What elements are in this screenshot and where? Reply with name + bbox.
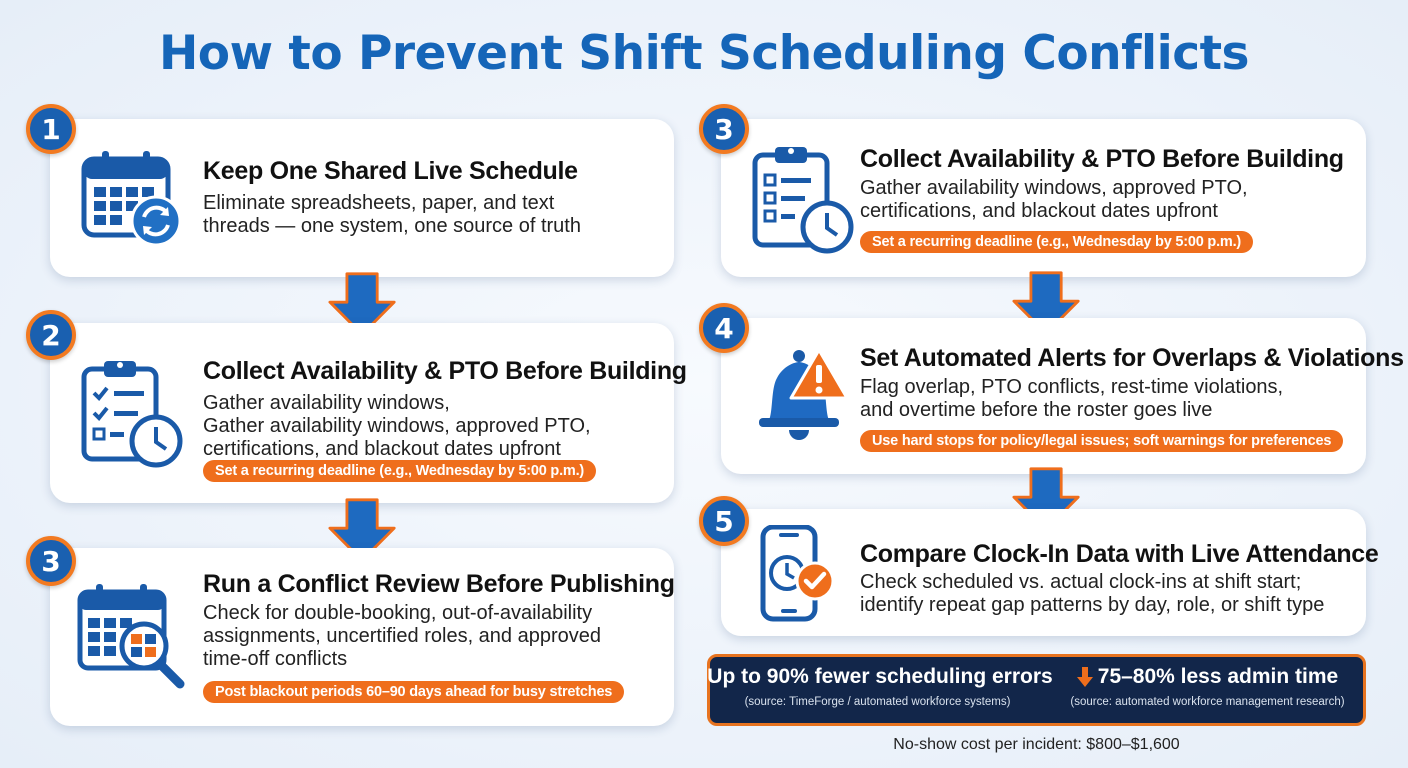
footnote: No-show cost per incident: $800–$1,600 [893, 736, 1180, 753]
step-number-badge: 3 [26, 536, 76, 586]
step-description: Gather availability windows, Gather availability windows, approved PTO, certifications, and blackout dates upfront [203, 392, 591, 460]
phone-clock-check-icon [757, 525, 853, 625]
step-number-badge: 5 [699, 496, 749, 546]
step-tip-badge: Use hard stops for policy/legal issues; soft warnings for preferences [860, 430, 1343, 452]
step-title: Collect Availability & PTO Before Building [203, 357, 687, 385]
step-title: Set Automated Alerts for Overlaps & Violations [860, 344, 1404, 372]
step-card-3-right [721, 119, 1366, 277]
step-tip-badge: Set a recurring deadline (e.g., Wednesday by 5:00 p.m.) [860, 231, 1253, 253]
step-title: Keep One Shared Live Schedule [203, 157, 578, 185]
step-tip-badge: Post blackout periods 60–90 days ahead for busy stretches [203, 681, 624, 703]
page-title: How to Prevent Shift Scheduling Conflicts [158, 26, 1250, 81]
stat-errors [707, 665, 1053, 708]
step-card-3 [50, 548, 674, 726]
step-description: Check scheduled vs. actual clock-ins at shift start; identify repeat gap patterns by day, role, or shift type [860, 571, 1325, 616]
stats-banner [707, 654, 1366, 726]
step-number-badge: 2 [26, 310, 76, 360]
bell-warning-icon [749, 348, 849, 444]
stat-value: Up to 90% fewer scheduling errors [707, 665, 1053, 688]
stat-source: (source: TimeForge / automated workforce systems) [744, 696, 1011, 708]
step-title: Compare Clock-In Data with Live Attendance [860, 540, 1379, 568]
step-description: Eliminate spreadsheets, paper, and text threads — one system, one source of truth [203, 192, 581, 237]
clipboard-clock-icon [751, 143, 855, 255]
stat-admin-time [1055, 665, 1360, 708]
step-card-5 [721, 509, 1379, 636]
step-card-2 [50, 323, 687, 503]
step-number-badge: 1 [26, 104, 76, 154]
step-number-badge: 3 [699, 104, 749, 154]
step-card-4 [721, 318, 1404, 474]
step-title: Collect Availability & PTO Before Building [860, 145, 1344, 173]
step-title: Run a Conflict Review Before Publishing [203, 570, 675, 598]
step-description: Check for double-booking, out-of-availability assignments, uncertified roles, and approved time-off conflicts [203, 602, 602, 670]
step-description: Flag overlap, PTO conflicts, rest-time violations, and overtime before the roster goes live [860, 376, 1284, 421]
step-card-1 [50, 119, 674, 277]
step-number-badge: 4 [699, 303, 749, 353]
calendar-magnifier-icon [76, 580, 188, 692]
calendar-refresh-icon [80, 149, 186, 249]
clipboard-clock-icon [80, 357, 184, 469]
arrow-down-icon [1077, 667, 1093, 687]
stat-source: (source: automated workforce management research) [1070, 696, 1345, 708]
stat-value: 75–80% less admin time [1097, 665, 1339, 688]
step-description: Gather availability windows, approved PTO, certifications, and blackout dates upfront [860, 177, 1248, 222]
step-tip-badge: Set a recurring deadline (e.g., Wednesday by 5:00 p.m.) [203, 460, 596, 482]
